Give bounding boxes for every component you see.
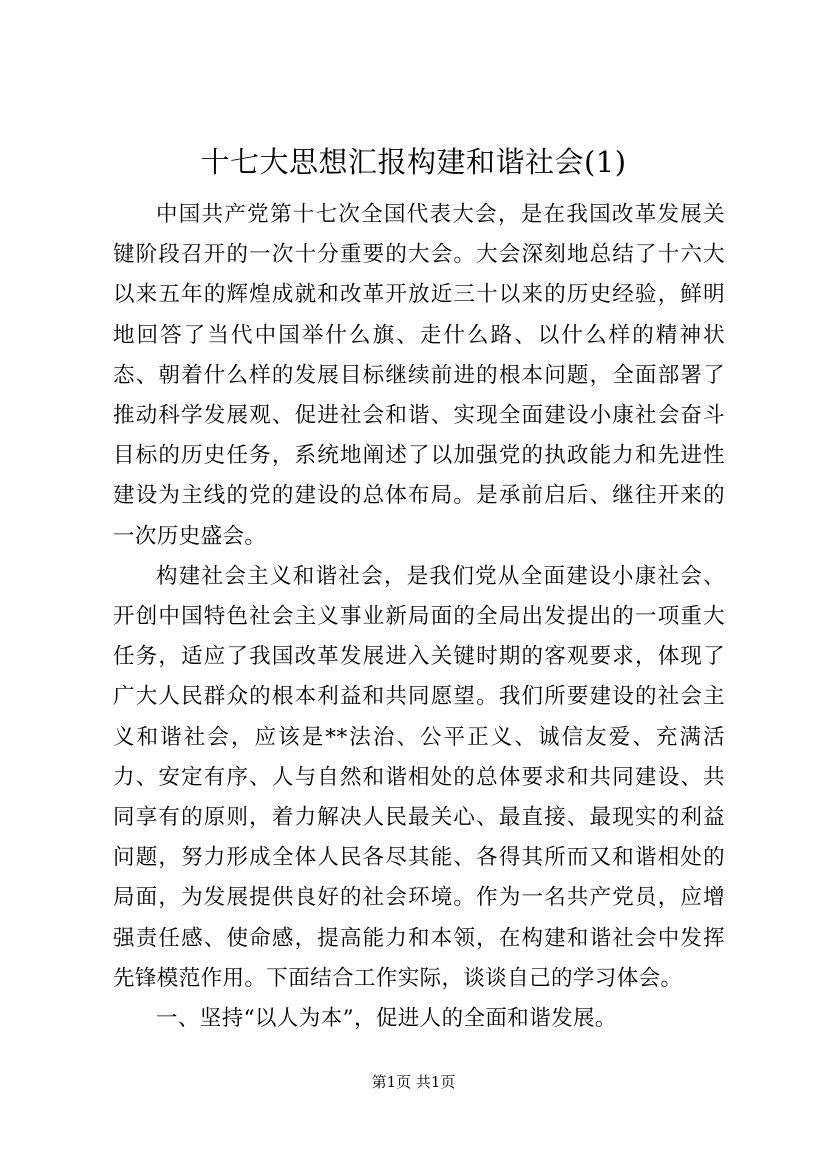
page-number-footer: 第1页 共1页: [371, 1073, 456, 1091]
paragraph-2: 构建社会主义和谐社会，是我们党从全面建设小康社会、开创中国特色社会主义事业新局面的全局出发提出的一项重大任务，适应了我国改革发展进入关键时期的客观要求，体现了广大人民群众的根本利益和共同愿望。我们所要建设的社会主义和谐社会，应该是**法治、公平正义、诚信友爱、充满活力、安定有序、人与自然和谐相处的总体要求和共同建设、共同享有的原则，着力解决人民最关心、最直接、最现实的利益问题，努力形成全体人民各尽其能、各得其所而又和谐相处的局面，为发展提供良好的社会环境。作为一名共产党员，应增强责任感、使命感，提高能力和本领，在构建和谐社会中发挥先锋模范作用。下面结合工作实际，谈谈自己的学习体会。: [113, 563, 725, 991]
document-title: 十七大思想汇报构建和谐社会(1): [200, 145, 627, 179]
document-body: [113, 195, 725, 1039]
paragraph-3-heading: 一、坚持“以人为本”，促进人的全面和谐发展。: [156, 1006, 617, 1032]
paragraph-1: 中国共产党第十七次全国代表大会，是在我国改革发展关键阶段召开的一次十分重要的大会。大会深刻地总结了十六大以来五年的辉煌成就和改革开放近三十以来的历史经验，鲜明地回答了当代中国举什么旗、走什么路、以什么样的精神状态、朝着什么样的发展目标继续前进的根本问题，全面部署了推动科学发展观、促进社会和谐、实现全面建设小康社会奋斗目标的历史任务，系统地阐述了以加强党的执政能力和先进性建设为主线的党的建设的总体布局。是承前启后、继往开来的一次历史盛会。: [113, 202, 725, 549]
